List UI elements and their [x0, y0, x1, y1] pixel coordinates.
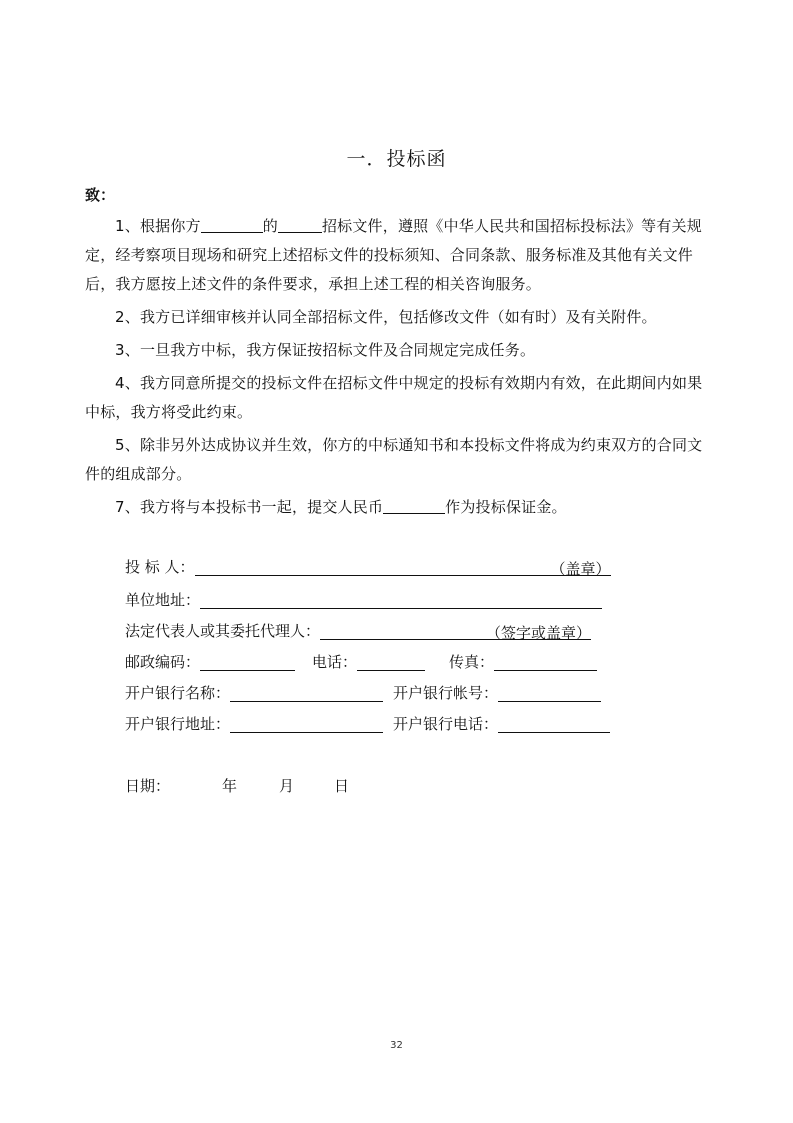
- bid-bond-amount-blank[interactable]: [383, 497, 445, 514]
- paragraph-4: 4、我方同意所提交的投标文件在招标文件中规定的投标有效期内有效，在此期间内如果中标，我方将受此约束。: [85, 374, 703, 421]
- paragraph-1-text-c: 招标文件，遵照《中华人民共和国招标投标法》等有关规定，经考察项目现场和研究上述招标文件的投标须知、合同条款、服务标准及其他有关文件后，我方愿按上述文件的条件要求，承担上述工程的相关咨询服务。: [85, 217, 702, 293]
- paragraph-2: 2、我方已详细审核并认同全部招标文件，包括修改文件（如有时）及有关附件。: [115, 308, 657, 326]
- bidder-field[interactable]: [195, 558, 611, 576]
- bank-address-row: [125, 713, 610, 735]
- date-year: 年: [222, 777, 238, 795]
- paragraph-5: 5、除非另外达成协议并生效，你方的中标通知书和本投标文件将成为约束双方的合同文件的组成部分。: [85, 436, 703, 483]
- seal-note: （盖章）: [550, 560, 611, 578]
- letter-body: [85, 212, 715, 526]
- phone-field[interactable]: [357, 653, 425, 671]
- bank-name-label: 开户银行名称：: [125, 684, 231, 702]
- page-number: 32: [390, 1040, 403, 1051]
- paragraph-3: 3、一旦我方中标，我方保证按招标文件及合同规定完成任务。: [115, 341, 536, 359]
- paragraph-1-text-a: 1、根据你方: [115, 217, 201, 235]
- bank-address-field[interactable]: [230, 715, 383, 733]
- bank-account-field[interactable]: [498, 684, 601, 702]
- paragraph-7: [85, 493, 715, 522]
- date-row: [125, 775, 349, 797]
- date-label: 日期：: [125, 777, 171, 795]
- bidder-row: [125, 556, 611, 578]
- bank-address-label: 开户银行地址：: [125, 715, 231, 733]
- paragraph-7-text-a: 7、我方将与本投标书一起，提交人民币: [115, 498, 384, 516]
- date-day: 日: [334, 777, 350, 795]
- page-title: 一．投标函: [346, 148, 447, 170]
- signature-note: （签字或盖章）: [486, 624, 592, 642]
- bank-phone-label: 开户银行电话：: [393, 715, 499, 733]
- representative-label: 法定代表人或其委托代理人：: [125, 622, 321, 640]
- date-month: 月: [279, 777, 295, 795]
- bank-account-label: 开户银行帐号：: [393, 684, 499, 702]
- address-field[interactable]: [200, 591, 602, 609]
- representative-row: [125, 620, 591, 642]
- fax-field[interactable]: [494, 653, 597, 671]
- paragraph-1: [85, 212, 715, 299]
- address-row: [125, 589, 602, 611]
- bank-phone-field[interactable]: [498, 715, 610, 733]
- tenderer-blank[interactable]: [201, 216, 263, 233]
- project-blank[interactable]: [278, 216, 322, 233]
- phone-label: 电话：: [312, 653, 358, 671]
- salutation: 致：: [85, 186, 116, 204]
- contact-row: [125, 651, 597, 673]
- address-label: 单位地址：: [125, 591, 201, 609]
- paragraph-1-text-b: 的: [262, 217, 278, 235]
- representative-field[interactable]: [320, 622, 591, 640]
- postcode-label: 邮政编码：: [125, 653, 201, 671]
- bank-name-row: [125, 682, 601, 704]
- postcode-field[interactable]: [200, 653, 295, 671]
- bank-name-field[interactable]: [230, 684, 383, 702]
- paragraph-7-text-b: 作为投标保证金。: [445, 498, 567, 516]
- fax-label: 传真：: [449, 653, 495, 671]
- bidder-label: 投 标 人：: [125, 558, 195, 576]
